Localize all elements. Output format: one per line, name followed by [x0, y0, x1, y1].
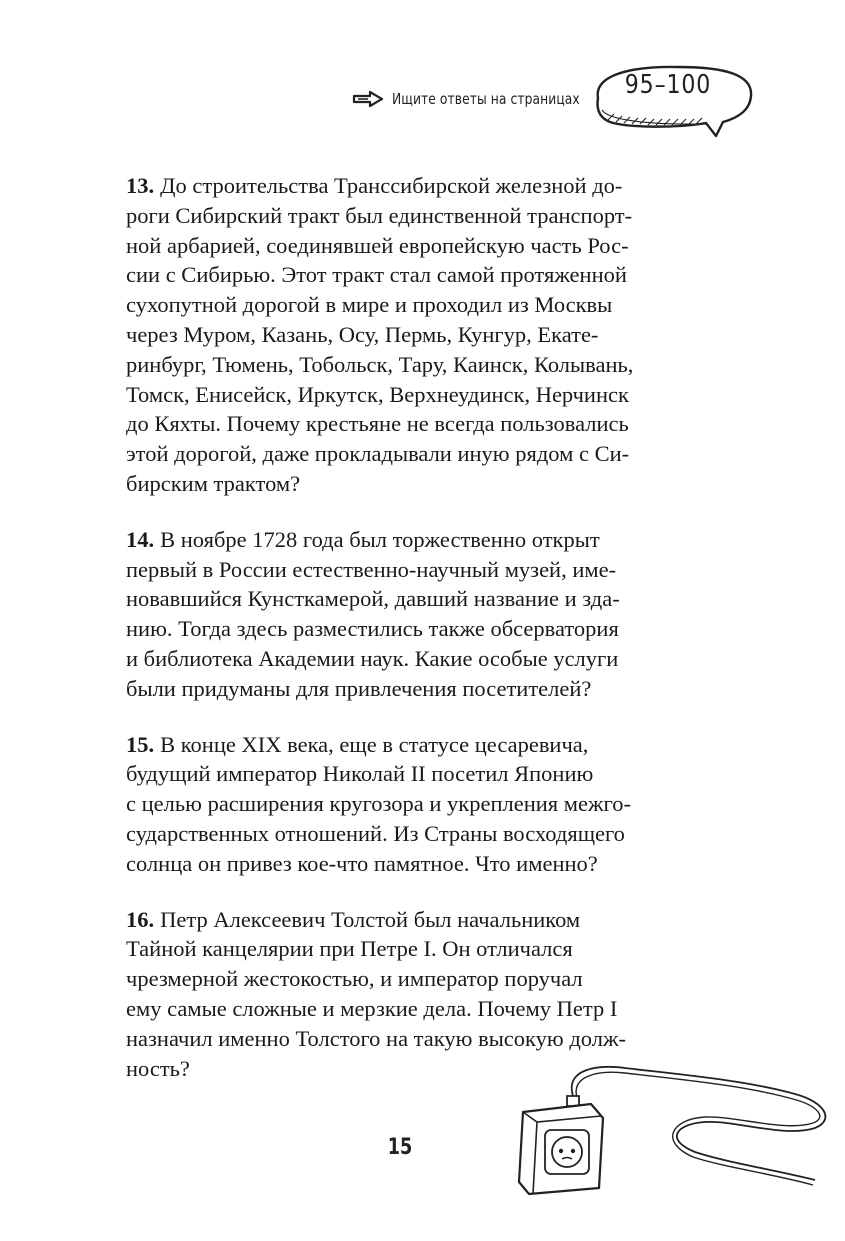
- question-16: 16. Петр Алексеевич Толстой был начальником Тайной канцелярии при Петре I. Он отличался чрезмерной жестокостью, и император поручал ему самые сложные и мерзкие дела. Почему Петр I назначил именно Толстого на такую высокую долж- ность?: [126, 906, 627, 1081]
- question-15: 15. В конце XIX века, еще в статусе цесаревича, будущий император Николай II посетил Японию с целью расширения кругозора и укрепления межго- сударственных отношений. Из Страны восходящего солнца он привез кое-что памятное. Что именно?: [126, 731, 631, 876]
- arrow-right-icon: [352, 89, 384, 109]
- questions-list: [126, 171, 736, 1109]
- question-13: 13. До строительства Транссибирской железной до- роги Сибирский тракт был единственной транспорт- ной арбарией, соединявшей европейскую часть Рос- сии с Сибирью. Этот тракт стал самой протяженной сухопутной дорогой в мире и проходил из Москвы через Муром, Казань, Осу, Пермь, Кунгур, Екате- ринбург, Тюмень, Тобольск, Тару, Каинск, Колывань, Томск, Енисейск, Иркутск, Верхнеудинск, Нерчинск до Кяхты. Почему крестьяне не всегда пользовались этой дорогой, даже прокладывали иную рядом с Си- бирским трактом?: [126, 173, 634, 496]
- answer-hint: [352, 84, 621, 114]
- page-range: 95–100: [624, 70, 712, 100]
- hint-text: Ищите ответы на страницах: [392, 90, 580, 108]
- question-number: 13.: [126, 173, 155, 198]
- question-number: 14.: [126, 526, 155, 552]
- question-number: 16.: [126, 906, 155, 932]
- question-14: 14. В ноябре 1728 года был торжественно открыт первый в России естественно-научный музей, име- новавшийся Кунсткамерой, давший название и зда- нию. Тогда здесь разместились также обсерватория и библиотека Академии наук. Какие особые услуги были придуманы для привлечения посетителей?: [126, 526, 620, 701]
- power-socket-icon: [515, 1060, 845, 1200]
- page-number: 15: [387, 1135, 413, 1160]
- question-number: 15.: [126, 731, 155, 757]
